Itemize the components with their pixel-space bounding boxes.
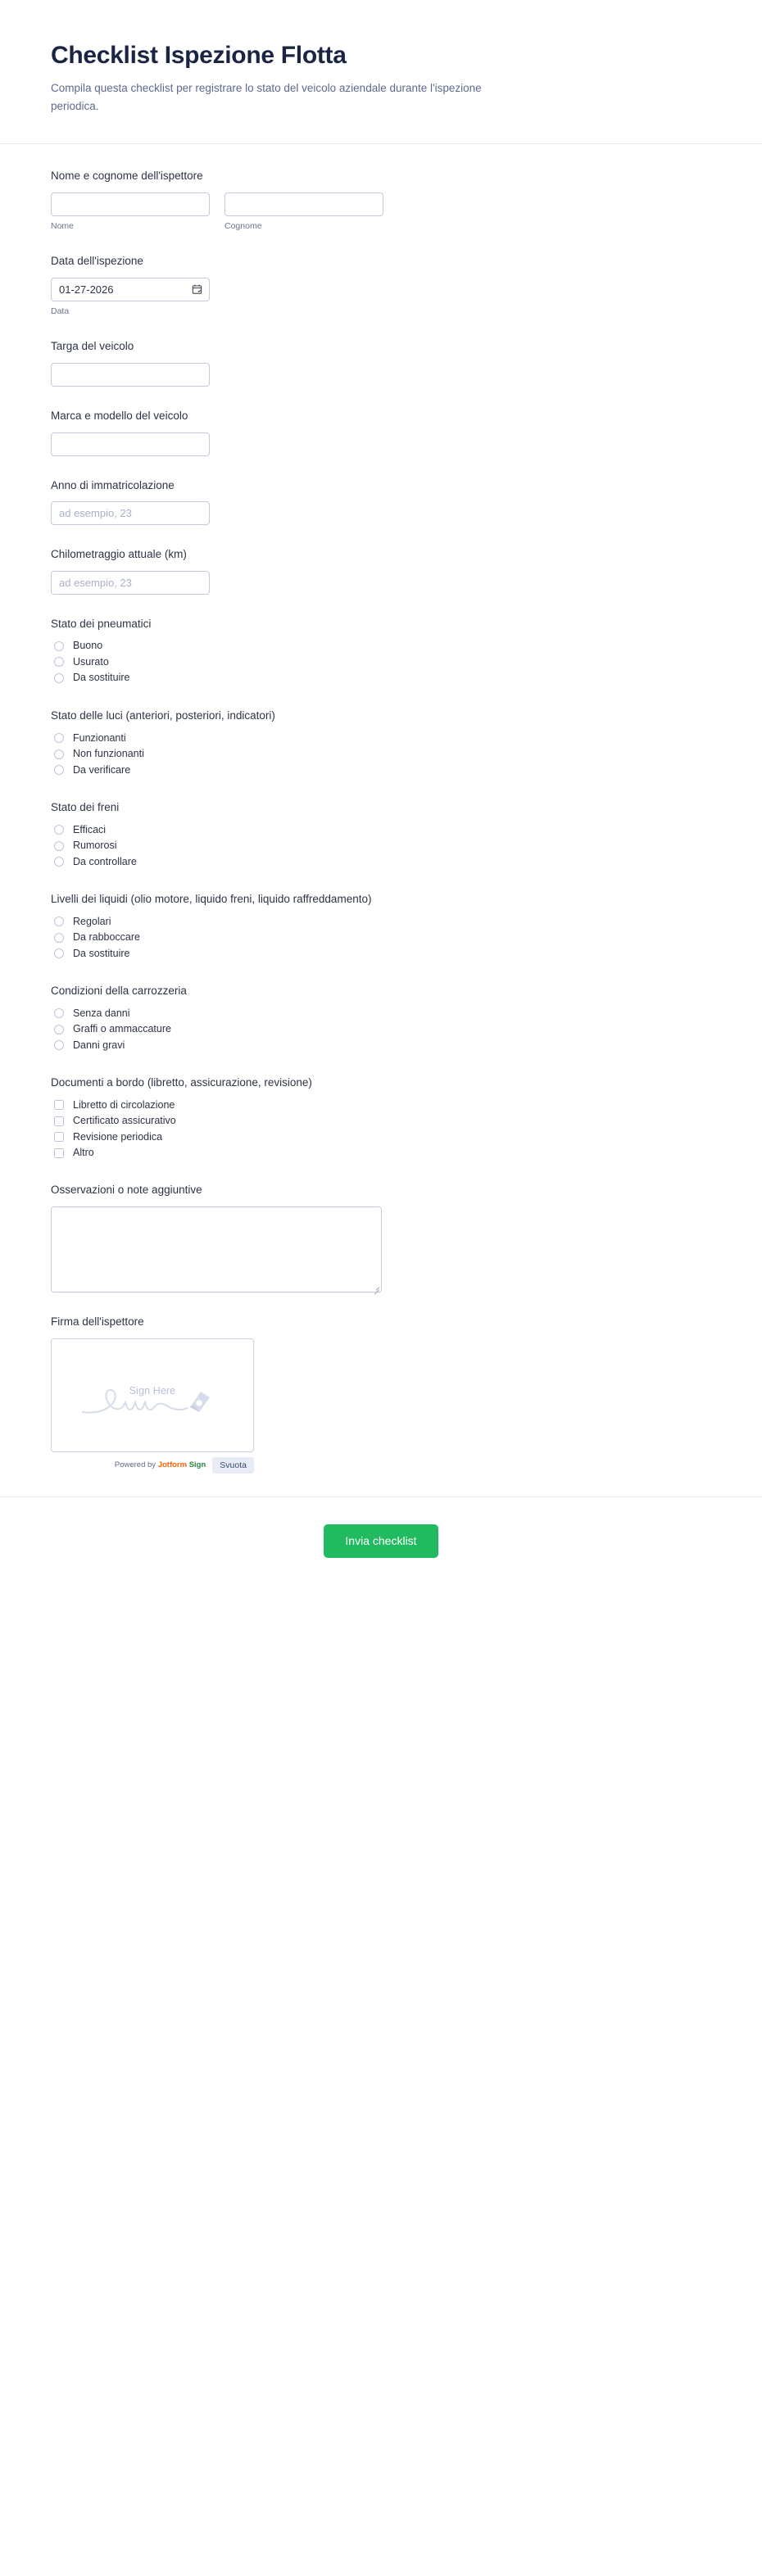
radio-group-label: Livelli dei liquidi (olio motore, liquido freni, liquido raffreddamento) <box>51 892 372 905</box>
signature-placeholder-art <box>76 1369 229 1420</box>
label-make-model: Marca e modello del veicolo <box>51 410 188 423</box>
radio-group <box>51 800 711 870</box>
radio-option-label: Efficaci <box>73 823 107 835</box>
radio-option[interactable] <box>51 1037 711 1053</box>
radio-option-label: Da sostituire <box>73 672 130 684</box>
radio-group-label: Stato dei freni <box>51 800 120 813</box>
radio-option[interactable] <box>51 762 711 778</box>
first-name-input[interactable] <box>51 192 210 216</box>
radio-option-label: Senza danni <box>73 1007 130 1019</box>
field-inspector-name <box>51 169 711 232</box>
radio-groups-container <box>51 617 711 1053</box>
radio-group <box>51 617 711 686</box>
notes-textarea[interactable] <box>51 1207 382 1293</box>
brand-sign: Sign <box>188 1460 206 1470</box>
radio-option[interactable] <box>51 822 711 838</box>
radio-circle-icon[interactable] <box>54 733 64 743</box>
powered-by-prefix: Powered by <box>114 1460 158 1470</box>
field-signature <box>51 1315 711 1474</box>
label-mileage: Chilometraggio attuale (km) <box>51 548 187 561</box>
field-notes <box>51 1183 711 1293</box>
checkbox-option[interactable] <box>51 1113 711 1130</box>
sign-here-label: Sign Here <box>129 1385 176 1397</box>
signature-footer <box>51 1457 254 1474</box>
checkbox-option[interactable] <box>51 1145 711 1161</box>
checkbox-group-label: Documenti a bordo (libretto, assicurazione, revisione) <box>51 1075 312 1089</box>
radio-circle-icon[interactable] <box>54 1025 64 1034</box>
radio-option-list <box>51 730 711 778</box>
radio-circle-icon[interactable] <box>54 749 64 759</box>
radio-group-label: Stato dei pneumatici <box>51 617 152 630</box>
radio-option-list <box>51 638 711 686</box>
radio-circle-icon[interactable] <box>54 641 64 651</box>
label-inspection-date: Data dell'ispezione <box>51 255 143 268</box>
radio-option-label: Regolari <box>73 915 111 927</box>
field-mileage <box>51 547 711 595</box>
checkbox-group <box>51 1075 711 1161</box>
radio-option-label: Da sostituire <box>73 947 130 959</box>
radio-option[interactable] <box>51 730 711 746</box>
checkbox-option-label: Revisione periodica <box>73 1130 163 1143</box>
label-notes: Osservazioni o note aggiuntive <box>51 1184 202 1197</box>
clear-signature-button[interactable]: Svuota <box>212 1457 254 1474</box>
last-name-column <box>225 192 383 233</box>
checkbox-square-icon[interactable] <box>54 1100 64 1110</box>
make-model-input[interactable] <box>51 432 210 456</box>
radio-option-label: Graffi o ammaccature <box>73 1023 171 1035</box>
radio-option[interactable] <box>51 654 711 671</box>
radio-option[interactable] <box>51 638 711 654</box>
radio-option-label: Usurato <box>73 655 109 668</box>
field-registration-year <box>51 478 711 526</box>
radio-group <box>51 892 711 962</box>
radio-option-label: Da controllare <box>73 855 137 867</box>
radio-option[interactable] <box>51 945 711 962</box>
label-plate: Targa del veicolo <box>51 340 134 353</box>
form-footer <box>0 1496 762 1591</box>
pen-nib-icon <box>190 1392 210 1412</box>
form-description: Compila questa checklist per registrare lo stato del veicolo aziendale durante l'ispezione periodica. <box>51 82 482 113</box>
radio-circle-icon[interactable] <box>54 857 64 867</box>
powered-by-text <box>115 1460 206 1469</box>
radio-group-label: Stato delle luci (anteriori, posteriori, indicatori) <box>51 709 275 722</box>
checkbox-group-container <box>51 1075 711 1161</box>
radio-circle-icon[interactable] <box>54 948 64 958</box>
brand-jotform: Jotform <box>157 1460 188 1470</box>
inspector-name-row <box>51 192 711 233</box>
radio-option[interactable] <box>51 670 711 686</box>
checkbox-option-label: Certificato assicurativo <box>73 1115 176 1127</box>
radio-circle-icon[interactable] <box>54 917 64 926</box>
radio-option[interactable] <box>51 930 711 946</box>
radio-option[interactable] <box>51 1021 711 1038</box>
first-name-column <box>51 192 210 233</box>
checkbox-option[interactable] <box>51 1129 711 1145</box>
registration-year-input[interactable] <box>51 501 210 525</box>
radio-option[interactable] <box>51 853 711 870</box>
label-registration-year: Anno di immatricolazione <box>51 478 175 491</box>
field-plate <box>51 339 711 387</box>
checkbox-option[interactable] <box>51 1097 711 1113</box>
checkbox-option-label: Altro <box>73 1147 94 1159</box>
radio-option-label: Rumorosi <box>73 840 117 852</box>
radio-circle-icon[interactable] <box>54 673 64 683</box>
mileage-input[interactable] <box>51 571 210 595</box>
inspection-date-sublabel: Data <box>51 306 70 316</box>
label-inspector-name: Nome e cognome dell'ispettore <box>51 170 203 183</box>
checkbox-option-label: Libretto di circolazione <box>73 1098 175 1111</box>
radio-option-label: Da rabboccare <box>73 931 140 944</box>
radio-circle-icon[interactable] <box>54 657 64 667</box>
radio-circle-icon[interactable] <box>54 841 64 851</box>
radio-option-label: Buono <box>73 640 103 652</box>
radio-option[interactable] <box>51 1005 711 1021</box>
checkbox-option-list <box>51 1097 711 1161</box>
radio-group-label: Condizioni della carrozzeria <box>51 984 187 997</box>
first-name-sublabel: Nome <box>51 220 75 231</box>
page-title: Checklist Ispezione Flotta <box>51 42 347 69</box>
checkbox-square-icon[interactable] <box>54 1116 64 1126</box>
signature-pad[interactable] <box>51 1338 254 1452</box>
checkbox-square-icon[interactable] <box>54 1148 64 1158</box>
radio-option[interactable] <box>51 913 711 930</box>
radio-option-label: Danni gravi <box>73 1039 125 1051</box>
last-name-sublabel: Cognome <box>225 220 262 231</box>
plate-input[interactable] <box>51 363 210 387</box>
radio-circle-icon[interactable] <box>54 1008 64 1018</box>
radio-option-list <box>51 913 711 962</box>
last-name-input[interactable] <box>225 192 383 216</box>
radio-option-list <box>51 1005 711 1053</box>
radio-option-label: Da verificare <box>73 763 131 776</box>
radio-circle-icon[interactable] <box>54 825 64 835</box>
radio-option[interactable] <box>51 838 711 854</box>
radio-option[interactable] <box>51 746 711 763</box>
inspection-date-input[interactable] <box>51 278 210 301</box>
field-inspection-date <box>51 254 711 317</box>
submit-button[interactable]: Invia checklist <box>324 1524 438 1558</box>
radio-group <box>51 984 711 1053</box>
notes-wrapper <box>51 1207 382 1293</box>
checkbox-square-icon[interactable] <box>54 1132 64 1142</box>
radio-circle-icon[interactable] <box>54 765 64 775</box>
radio-option-list <box>51 822 711 870</box>
label-signature: Firma dell'ispettore <box>51 1315 144 1328</box>
radio-circle-icon[interactable] <box>54 933 64 943</box>
radio-group <box>51 709 711 778</box>
radio-option-label: Funzionanti <box>73 731 126 744</box>
field-make-model <box>51 409 711 456</box>
date-input-wrapper <box>51 278 210 301</box>
radio-option-label: Non funzionanti <box>73 748 144 760</box>
form-header <box>0 0 762 144</box>
radio-circle-icon[interactable] <box>54 1040 64 1050</box>
form-body <box>0 144 762 1474</box>
